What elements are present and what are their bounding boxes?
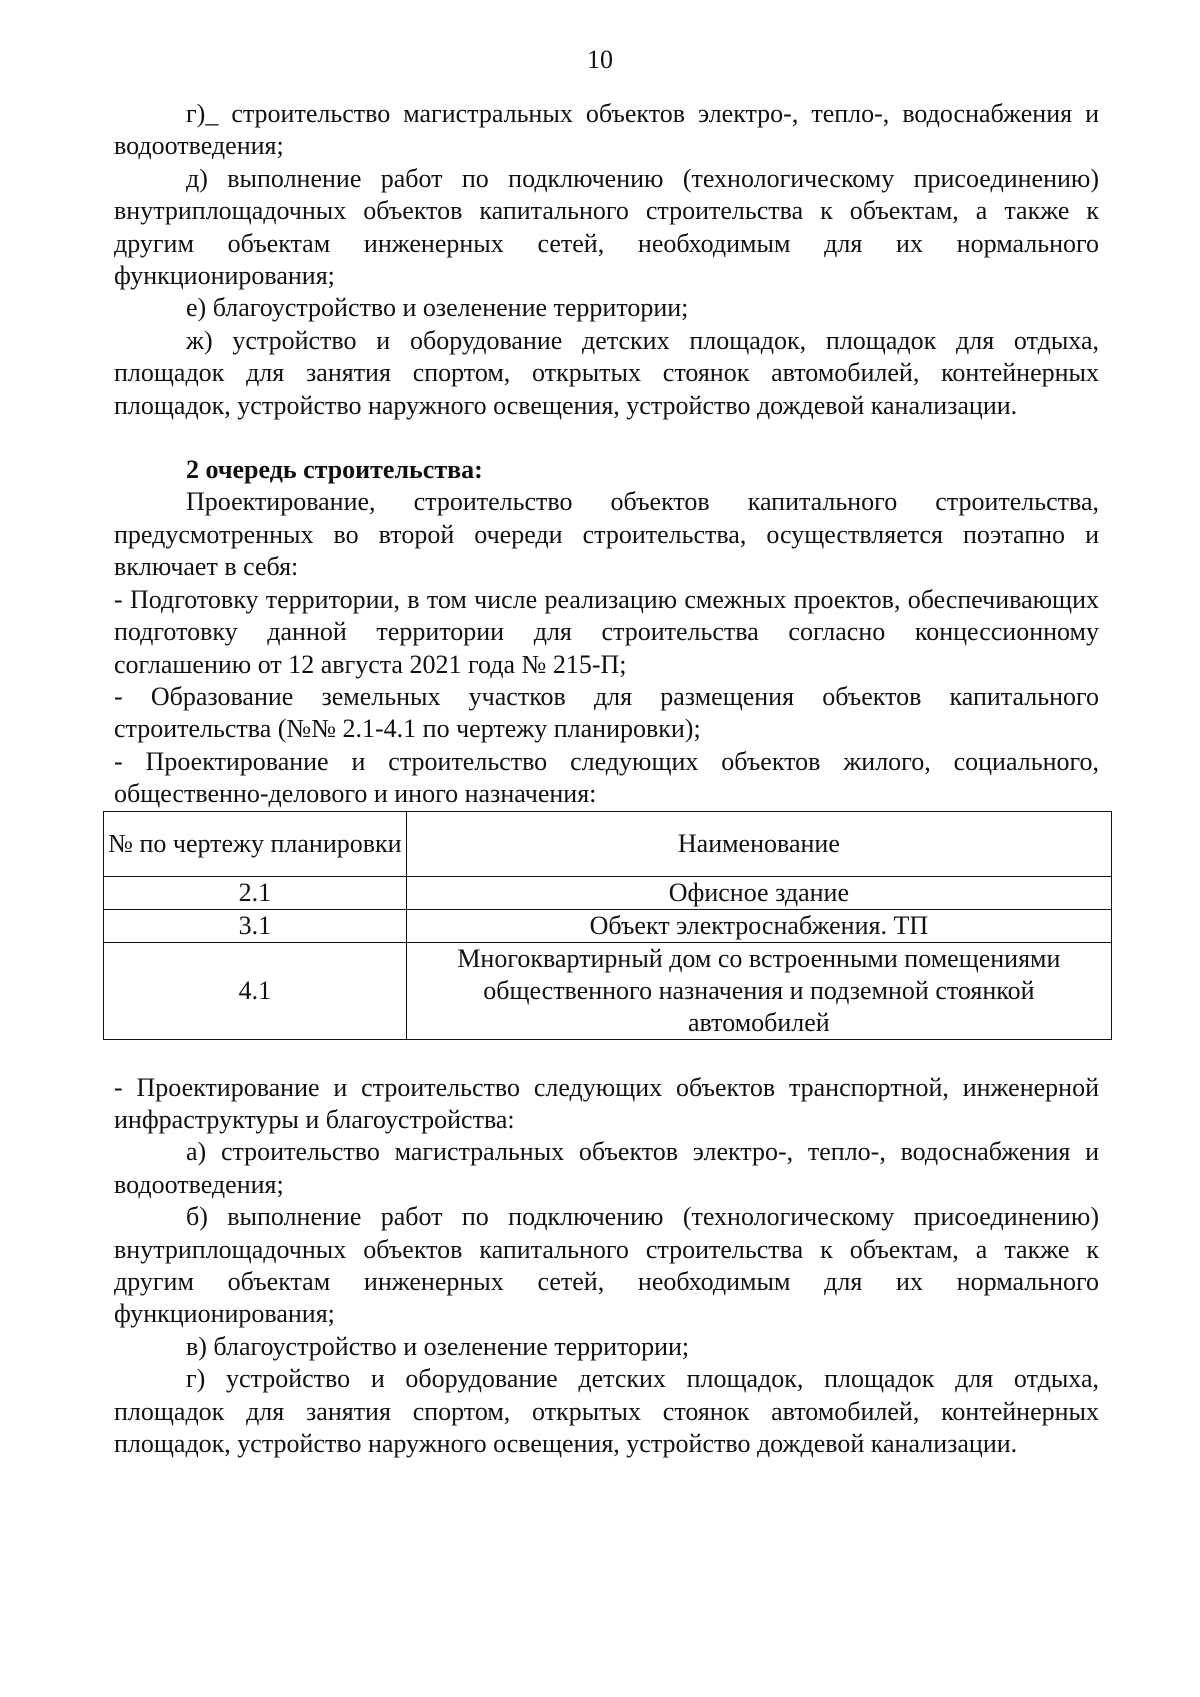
bullet-item: - Проектирование и строительство следующих объектов транспортной, инженерной инфраструктуры и благоустройства: [114, 1072, 1099, 1134]
table-header-cell: Наименование [406, 811, 1111, 876]
list-item: г) устройство и оборудование детских площадок, площадок для отдыха, площадок для занятия спортом, открытых стоянок автомобилей, контейнерных площадок, устройство наружного освещения, устройство дождевой канализации. [114, 1364, 1099, 1458]
bullet-item: - Проектирование и строительство следующих объектов жилого, социального, общественно-делового и иного назначения: [114, 746, 1099, 809]
list-item: е) благоустройство и озеленение территории; [186, 293, 689, 323]
list-item: ж) устройство и оборудование детских площадок, площадок для отдыха, площадок для занятия спортом, открытых стоянок автомобилей, контейнерных площадок, устройство наружного освещения, устройство дождевой канализации. [114, 325, 1099, 420]
section-intro: Проектирование, строительство объектов капитального строительства, предусмотренных во второй очереди строительства, осуществляется поэтапно и включает в себя: [114, 487, 1099, 582]
bullet-item: - Подготовку территории, в том числе реализацию смежных проектов, обеспечивающих подготовку данной территории для строительства согласно концессионному соглашению от 12 августа 2021 года № 215-П; [114, 584, 1099, 679]
table-cell: 4.1 [104, 942, 407, 1039]
table-row [104, 876, 1112, 909]
bullet-item: - Образование земельных участков для размещения объектов капитального строительства (№№ 2.1-4.1 по чертежу планировки); [114, 681, 1099, 744]
section-heading: 2 очередь строительства: [186, 455, 483, 485]
list-item: д) выполнение работ по подключению (технологическому присоединению) внутриплощадочных объектов капитального строительства к объектам, а также к другим объектам инженерных сетей, необходимым для их нормального функционирования; [114, 163, 1099, 291]
objects-table [103, 811, 1112, 1040]
page-number: 10 [587, 45, 613, 74]
table-row [104, 942, 1112, 1039]
page-content [108, 98, 1099, 1460]
list-item: в) благоустройство и озеленение территории; [186, 1331, 690, 1361]
table-cell: Объект электроснабжения. ТП [406, 909, 1111, 942]
table-row [104, 909, 1112, 942]
table-header-cell: № по чертежу планировки [104, 811, 407, 876]
table-cell: 2.1 [104, 876, 407, 909]
list-item: а) строительство магистральных объектов электро-, тепло-, водоснабжения и водоотведения; [114, 1137, 1099, 1199]
table-cell: Офисное здание [406, 876, 1111, 909]
list-item: г)_ строительство магистральных объектов электро-, тепло-, водоснабжения и водоотведения; [114, 99, 1099, 161]
table-cell: Многоквартирный дом со встроенными помещениями общественного назначения и подземной стоянкой автомобилей [406, 942, 1111, 1039]
list-item: б) выполнение работ по подключению (технологическому присоединению) внутриплощадочных объектов капитального строительства к объектам, а также к другим объектам инженерных сетей, необходимым для их нормального функционирования; [114, 1202, 1099, 1329]
table-cell: 3.1 [104, 909, 407, 942]
table-header-row [104, 811, 1112, 876]
